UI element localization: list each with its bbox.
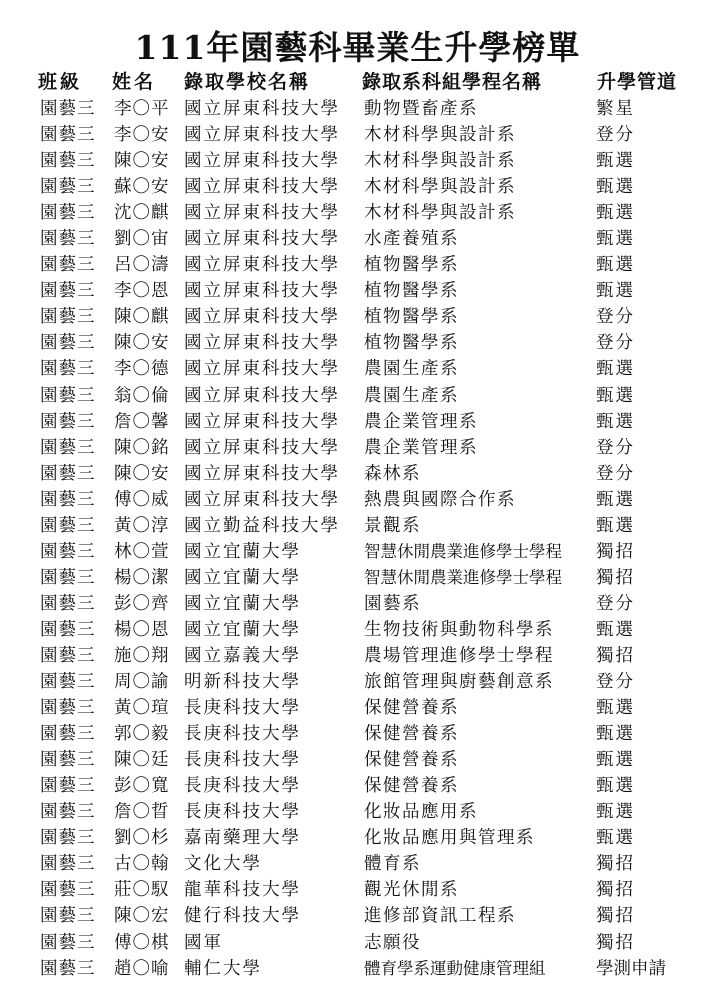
cell-name: 李〇恩 [114,281,170,302]
cell-class: 園藝三 [40,593,96,614]
cell-school: 國立屏東科技大學 [184,255,340,276]
cell-class: 園藝三 [40,698,96,719]
cell-name: 翁〇倫 [114,385,170,406]
cell-dept: 農園生產系 [364,385,459,406]
table-row [0,278,715,304]
cell-name: 趙〇喻 [114,958,170,979]
cell-class: 園藝三 [40,125,96,146]
cell-dept: 動物暨畜產系 [364,99,478,119]
cell-dept: 智慧休閒農業進修學士學程 [364,541,562,561]
cell-path: 學測申請 [596,958,666,979]
cell-path: 登分 [596,672,635,693]
cell-dept: 植物醫學系 [364,307,459,328]
cell-name: 李〇平 [114,99,170,119]
cell-dept: 木材科學與設計系 [364,151,516,172]
cell-name: 劉〇宙 [114,229,170,250]
cell-dept: 植物醫學系 [364,333,459,354]
cell-dept: 植物醫學系 [364,255,459,276]
page-title: 111年園藝科畢業生升學榜單 [134,28,581,67]
cell-school: 國立宜蘭大學 [184,593,301,614]
cell-path: 甄選 [596,177,635,198]
cell-school: 明新科技大學 [184,672,301,693]
cell-dept: 熱農與國際合作系 [364,489,516,510]
cell-dept: 農園生產系 [364,359,459,380]
cell-name: 陳〇安 [114,463,170,484]
cell-name: 施〇翔 [114,645,170,666]
cell-path: 獨招 [596,567,635,588]
cell-class: 園藝三 [40,802,96,823]
cell-name: 郭〇毅 [114,724,170,745]
cell-class: 園藝三 [40,515,96,536]
table-row [0,903,715,929]
cell-class: 園藝三 [40,255,96,276]
cell-dept: 化妝品應用系 [364,802,478,823]
cell-school: 長庚科技大學 [184,802,301,823]
cell-dept: 體育系 [364,854,421,875]
cell-school: 國軍 [184,932,223,953]
cell-school: 嘉南藥理大學 [184,828,301,849]
cell-name: 莊〇馭 [114,880,170,901]
cell-path: 登分 [596,463,635,484]
cell-dept: 體育學系運動健康管理組 [364,958,546,978]
table-row [0,643,715,669]
table-row [0,773,715,799]
cell-school: 國立宜蘭大學 [184,619,301,640]
header-class: 班級 [38,71,83,93]
cell-school: 國立屏東科技大學 [184,437,340,458]
cell-class: 園藝三 [40,359,96,380]
cell-class: 園藝三 [40,281,96,302]
cell-path: 甄選 [596,698,635,719]
cell-name: 李〇安 [114,125,170,146]
cell-school: 國立屏東科技大學 [184,333,340,354]
cell-name: 陳〇安 [114,333,170,354]
cell-class: 園藝三 [40,177,96,198]
table-row [0,669,715,695]
table-row [0,226,715,252]
cell-school: 國立屏東科技大學 [184,359,340,380]
cell-dept: 景觀系 [364,515,421,536]
cell-name: 楊〇潔 [114,567,170,588]
cell-name: 蘇〇安 [114,177,170,198]
cell-class: 園藝三 [40,906,96,927]
cell-dept: 植物醫學系 [364,281,459,302]
cell-school: 國立屏東科技大學 [184,307,340,328]
cell-class: 園藝三 [40,333,96,354]
cell-path: 登分 [596,307,635,328]
cell-path: 甄選 [596,619,635,640]
cell-school: 長庚科技大學 [184,724,301,745]
cell-dept: 保健營養系 [364,776,459,797]
cell-name: 林〇萱 [114,541,170,562]
header-path: 升學管道 [597,71,678,93]
table-row [0,252,715,278]
cell-name: 詹〇馨 [114,411,170,432]
cell-dept: 保健營養系 [364,698,459,719]
cell-class: 園藝三 [40,724,96,745]
table-row [0,304,715,330]
cell-path: 甄選 [596,724,635,745]
table-row [0,356,715,382]
table-row [0,799,715,825]
cell-name: 周〇諭 [114,672,170,693]
table-row [0,930,715,956]
table-row [0,956,715,982]
cell-path: 繁星 [596,99,635,119]
cell-name: 李〇德 [114,359,170,380]
cell-dept: 智慧休閒農業進修學士學程 [364,567,562,587]
cell-school: 國立勤益科技大學 [184,515,340,536]
table-row [0,617,715,643]
cell-school: 國立屏東科技大學 [184,99,340,119]
cell-path: 甄選 [596,151,635,172]
cell-school: 長庚科技大學 [184,698,301,719]
table-header [0,70,715,94]
cell-name: 陳〇廷 [114,750,170,771]
cell-school: 國立屏東科技大學 [184,385,340,406]
cell-path: 登分 [596,437,635,458]
cell-name: 劉〇杉 [114,828,170,849]
cell-school: 長庚科技大學 [184,776,301,797]
table-row [0,513,715,539]
cell-class: 園藝三 [40,958,96,979]
cell-path: 甄選 [596,828,635,849]
cell-class: 園藝三 [40,672,96,693]
cell-class: 園藝三 [40,489,96,510]
table-row [0,435,715,461]
table-row [0,200,715,226]
cell-dept: 農企業管理系 [364,411,478,432]
table-row [0,721,715,747]
cell-dept: 旅館管理與廚藝創意系 [364,672,554,693]
cell-path: 登分 [596,593,635,614]
table-row [0,461,715,487]
cell-class: 園藝三 [40,307,96,328]
table-row [0,148,715,174]
cell-dept: 保健營養系 [364,724,459,745]
cell-path: 甄選 [596,229,635,250]
cell-path: 獨招 [596,906,635,927]
cell-dept: 保健營養系 [364,750,459,771]
cell-class: 園藝三 [40,203,96,224]
cell-dept: 化妝品應用與管理系 [364,828,535,849]
cell-name: 黃〇瑄 [114,698,170,719]
cell-class: 園藝三 [40,932,96,953]
cell-path: 甄選 [596,750,635,771]
cell-school: 龍華科技大學 [184,880,301,901]
cell-name: 陳〇銘 [114,437,170,458]
cell-dept: 森林系 [364,463,421,484]
cell-path: 登分 [596,333,635,354]
cell-dept: 進修部資訊工程系 [364,906,516,927]
cell-path: 甄選 [596,411,635,432]
table-row [0,565,715,591]
cell-name: 黃〇淳 [114,515,170,536]
cell-school: 國立屏東科技大學 [184,125,340,146]
cell-class: 園藝三 [40,880,96,901]
table-row [0,747,715,773]
cell-path: 獨招 [596,854,635,875]
cell-dept: 園藝系 [364,593,421,614]
cell-class: 園藝三 [40,854,96,875]
cell-class: 園藝三 [40,385,96,406]
cell-name: 彭〇寬 [114,776,170,797]
cell-school: 國立宜蘭大學 [184,541,301,562]
cell-name: 傅〇威 [114,489,170,510]
table-row [0,383,715,409]
cell-name: 陳〇宏 [114,906,170,927]
cell-class: 園藝三 [40,750,96,771]
cell-class: 園藝三 [40,99,96,119]
cell-school: 國立宜蘭大學 [184,567,301,588]
table-row [0,409,715,435]
cell-path: 甄選 [596,515,635,536]
cell-school: 健行科技大學 [184,906,301,927]
table-row [0,96,715,122]
table-row [0,851,715,877]
header-school: 錄取學校名稱 [184,71,311,93]
cell-path: 獨招 [596,541,635,562]
cell-path: 甄選 [596,255,635,276]
cell-path: 甄選 [596,489,635,510]
cell-class: 園藝三 [40,411,96,432]
cell-name: 陳〇安 [114,151,170,172]
cell-dept: 木材科學與設計系 [364,203,516,224]
cell-path: 甄選 [596,203,635,224]
cell-school: 國立屏東科技大學 [184,411,340,432]
cell-dept: 木材科學與設計系 [364,125,516,146]
cell-dept: 觀光休閒系 [364,880,459,901]
cell-school: 長庚科技大學 [184,750,301,771]
cell-school: 國立屏東科技大學 [184,203,340,224]
cell-school: 國立屏東科技大學 [184,151,340,172]
cell-path: 甄選 [596,359,635,380]
cell-path: 獨招 [596,932,635,953]
cell-dept: 生物技術與動物科學系 [364,619,554,640]
table-row [0,591,715,617]
cell-path: 獨招 [596,645,635,666]
cell-name: 楊〇恩 [114,619,170,640]
table-row [0,695,715,721]
cell-class: 園藝三 [40,463,96,484]
table-row [0,330,715,356]
header-name: 姓名 [112,71,157,93]
cell-dept: 志願役 [364,932,421,953]
cell-dept: 農場管理進修學士學程 [364,645,554,666]
cell-path: 獨招 [596,880,635,901]
cell-class: 園藝三 [40,567,96,588]
cell-school: 輔仁大學 [184,958,262,979]
table-row [0,487,715,513]
table-row [0,174,715,200]
table-row [0,877,715,903]
table-row [0,539,715,565]
cell-name: 彭〇齊 [114,593,170,614]
table-row [0,122,715,148]
cell-path: 甄選 [596,802,635,823]
cell-class: 園藝三 [40,645,96,666]
cell-school: 國立屏東科技大學 [184,177,340,198]
cell-class: 園藝三 [40,437,96,458]
cell-school: 文化大學 [184,854,262,875]
cell-class: 園藝三 [40,776,96,797]
cell-dept: 農企業管理系 [364,437,478,458]
cell-name: 呂〇濤 [114,255,170,276]
cell-name: 陳〇麒 [114,307,170,328]
cell-dept: 木材科學與設計系 [364,177,516,198]
cell-class: 園藝三 [40,541,96,562]
table-row [0,825,715,851]
table-body [0,96,715,982]
cell-path: 登分 [596,125,635,146]
cell-class: 園藝三 [40,151,96,172]
cell-school: 國立屏東科技大學 [184,281,340,302]
cell-path: 甄選 [596,385,635,406]
cell-class: 園藝三 [40,828,96,849]
cell-school: 國立屏東科技大學 [184,463,340,484]
header-dept: 錄取系科組學程名稱 [362,71,543,93]
cell-school: 國立屏東科技大學 [184,229,340,250]
cell-path: 甄選 [596,281,635,302]
cell-path: 甄選 [596,776,635,797]
cell-dept: 水產養殖系 [364,229,459,250]
cell-school: 國立屏東科技大學 [184,489,340,510]
cell-school: 國立嘉義大學 [184,645,301,666]
cell-name: 詹〇晢 [114,802,170,823]
cell-class: 園藝三 [40,619,96,640]
cell-class: 園藝三 [40,229,96,250]
cell-name: 傅〇棋 [114,932,170,953]
cell-name: 沈〇麒 [114,203,170,224]
cell-name: 古〇翰 [114,854,170,875]
